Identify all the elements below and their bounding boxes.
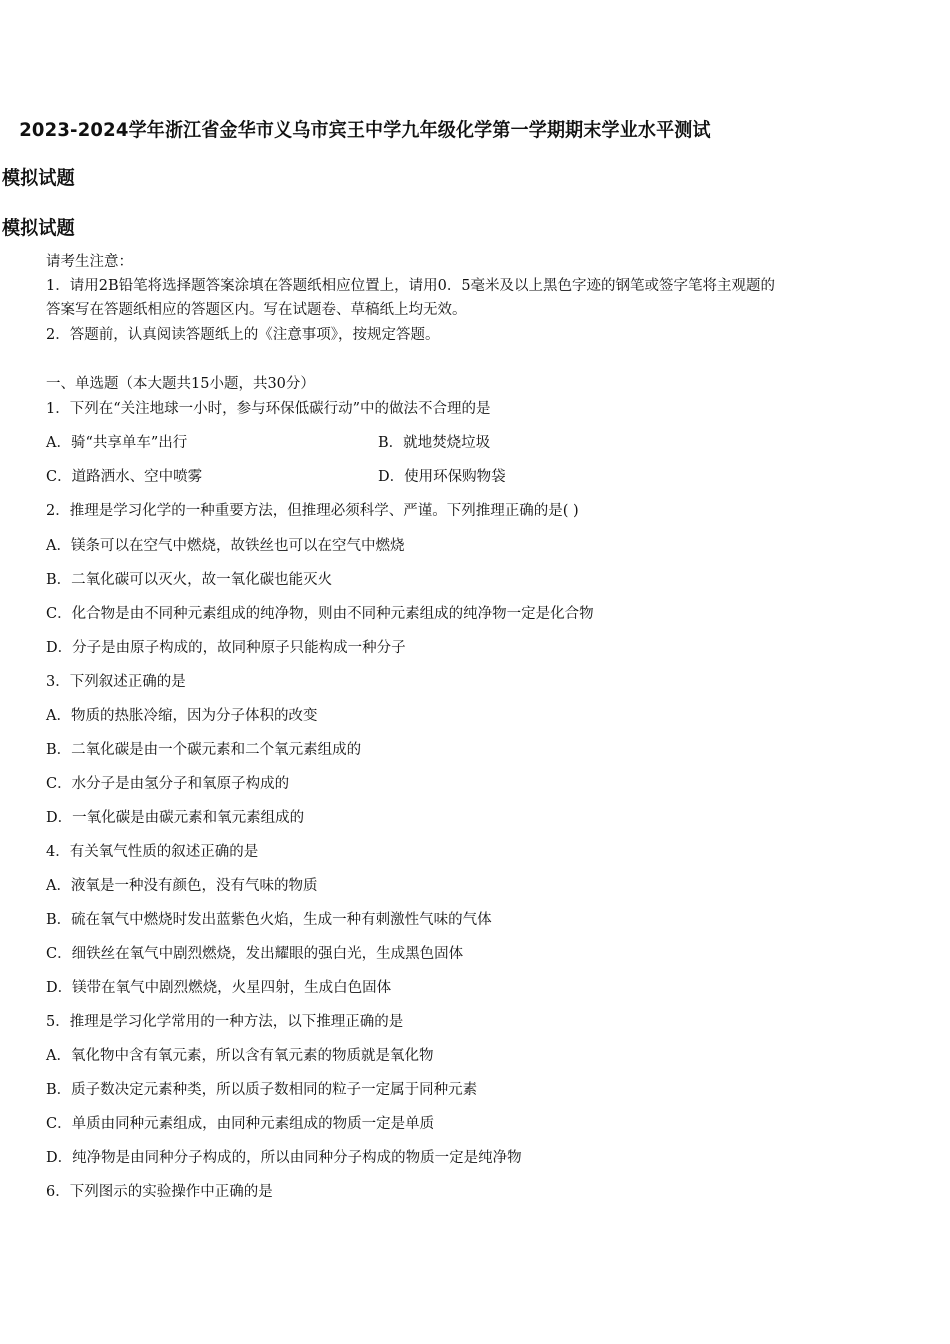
answer-option: A．骑“共享单车”出行: [46, 435, 188, 451]
answer-option: B．质子数决定元素种类，所以质子数相同的粒子一定属于同种元素: [46, 1082, 478, 1098]
answer-option: C．水分子是由氢分子和氧原子构成的: [46, 776, 290, 792]
answer-option: A．液氧是一种没有颜色，没有气味的物质: [46, 878, 318, 894]
answer-option: C．单质由同种元素组成，由同种元素组成的物质一定是单质: [46, 1116, 435, 1132]
notice-item-1-continued: 答案写在答题纸相应的答题区内。写在试题卷、草稿纸上均无效。: [46, 302, 467, 318]
section-heading: 一、单选题（本大题共15小题，共30分）: [46, 376, 315, 392]
answer-option: B．二氧化碳是由一个碳元素和二个氧元素组成的: [46, 742, 362, 758]
notice-item-2: 2．答题前，认真阅读答题纸上的《注意事项》，按规定答题。: [46, 327, 440, 343]
answer-option: D．纯净物是由同种分子构成的，所以由同种分子构成的物质一定是纯净物: [46, 1150, 522, 1166]
answer-option: C．细铁丝在氧气中剧烈燃烧，发出耀眼的强白光，生成黑色固体: [46, 946, 464, 962]
answer-option: D．镁带在氧气中剧烈燃烧，火星四射，生成白色固体: [46, 980, 392, 996]
page-subtitle: 模拟试题: [2, 167, 75, 189]
answer-option: B．就地焚烧垃圾: [378, 435, 491, 451]
question-stem: 6．下列图示的实验操作中正确的是: [46, 1184, 273, 1200]
question-stem: 2．推理是学习化学的一种重要方法，但推理必须科学、严谨。下列推理正确的是( ): [46, 503, 579, 519]
question-stem: 4．有关氧气性质的叙述正确的是: [46, 844, 259, 860]
question-stem: 5．推理是学习化学常用的一种方法，以下推理正确的是: [46, 1014, 404, 1030]
answer-option: B．硫在氧气中燃烧时发出蓝紫色火焰，生成一种有刺激性气味的气体: [46, 912, 492, 928]
answer-option: C．化合物是由不同种元素组成的纯净物，则由不同种元素组成的纯净物一定是化合物: [46, 606, 594, 622]
answer-option: A．氧化物中含有氧元素，所以含有氧元素的物质就是氧化物: [46, 1048, 434, 1064]
answer-option: A．物质的热胀冷缩，因为分子体积的改变: [46, 708, 318, 724]
page-title: 2023-2024学年浙江省金华市义乌市宾王中学九年级化学第一学期期末学业水平测试: [19, 119, 711, 141]
answer-option: B．二氧化碳可以灭火，故一氧化碳也能灭火: [46, 572, 333, 588]
answer-option: A．镁条可以在空气中燃烧，故铁丝也可以在空气中燃烧: [46, 538, 405, 554]
question-stem: 1．下列在“关注地球一小时，参与环保低碳行动”中的做法不合理的是: [46, 401, 491, 417]
answer-option: D．一氧化碳是由碳元素和氧元素组成的: [46, 810, 305, 826]
answer-option: D．使用环保购物袋: [378, 469, 506, 485]
page-subtitle-repeat: 模拟试题: [2, 217, 75, 239]
question-stem: 3．下列叙述正确的是: [46, 674, 186, 690]
notice-heading: 请考生注意：: [46, 254, 133, 270]
answer-option: D．分子是由原子构成的，故同种原子只能构成一种分子: [46, 640, 406, 656]
answer-option: C．道路洒水、空中喷雾: [46, 469, 203, 485]
notice-item-1: 1．请用2B铅笔将选择题答案涂填在答题纸相应位置上，请用0．5毫米及以上黑色字迹的钢笔或签字笔将主观题的: [46, 278, 776, 294]
